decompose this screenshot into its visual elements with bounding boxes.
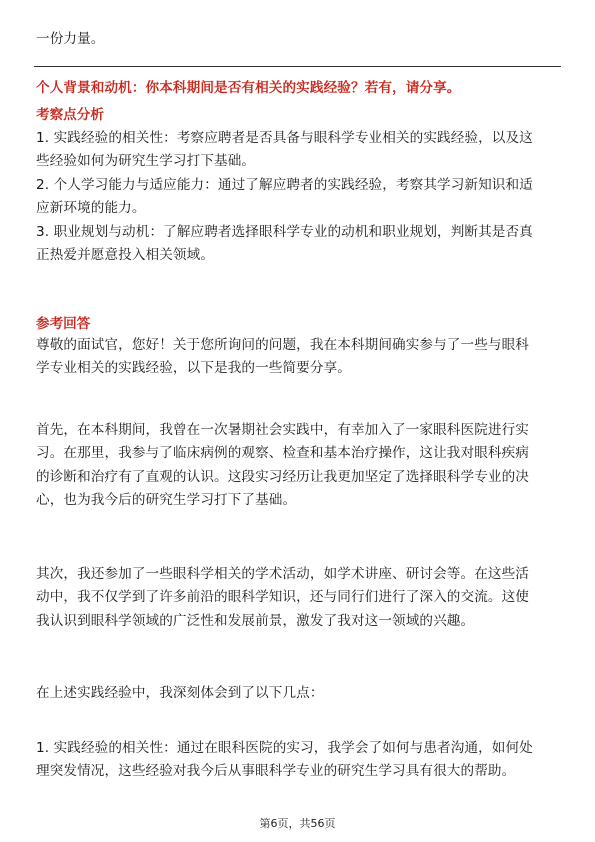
answer-title: 参考回答 (36, 316, 91, 332)
paragraph-line: 心，也为我今后的研究生学习打下了基础。 (36, 492, 297, 509)
analysis-title: 考察点分析 (36, 107, 104, 123)
paragraph-line: 我认识到眼科学领域的广泛性和发展前景，激发了我对这一领域的兴趣。 (36, 612, 475, 629)
answer-paragraph-2 (36, 419, 560, 513)
paragraph-line: 其次，我还参加了一些眼科学相关的学术活动，如学术讲座、研讨会等。在这些活 (36, 566, 529, 582)
analysis-line: 些经验如何为研究生学习打下基础。 (36, 153, 256, 170)
page-number: 第6页，共56页 (259, 817, 336, 830)
analysis-line: 应新环境的能力。 (36, 200, 146, 217)
paragraph-line: 习。在那里，我参与了临床病例的观察、检查和基本治疗操作，这让我对眼科疾病 (36, 445, 529, 462)
paragraph-line: 的诊断和治疗有了直观的认识。这段实习经历让我更加坚定了选择眼科学专业的决 (36, 468, 529, 485)
continued-text (36, 28, 560, 51)
analysis-line: 2. 个人学习能力与适应能力：通过了解应聘者的实践经验，考察其学习新知识和适 (36, 176, 533, 193)
answer-paragraph-4 (36, 682, 560, 705)
continued-line: 一份力量。 (36, 31, 105, 47)
answer-paragraph-1 (36, 334, 560, 381)
paragraph-line: 尊敬的面试官，您好！关于您所询问的问题，我在本科期间确实参与了一些与眼科 (36, 337, 529, 353)
analysis-body (36, 127, 560, 267)
answer-paragraph-5 (36, 737, 560, 784)
paragraph-line: 1. 实践经验的相关性：通过在眼科医院的实习，我学会了如何与患者沟通，如何处 (36, 740, 533, 756)
paragraph-line: 在上述实践经验中，我深刻体会到了以下几点： (36, 685, 324, 701)
paragraph-line: 动中，我不仅学到了许多前沿的眼科学知识，还与同行们进行了深入的交流。这使 (36, 589, 529, 606)
question-heading: 个人背景和动机：你本科期间是否有相关的实践经验？若有，请分享。 (36, 80, 461, 96)
answer-paragraph-3 (36, 563, 560, 633)
section-divider (34, 66, 561, 67)
analysis-line: 1. 实践经验的相关性：考察应聘者是否具备与眼科学专业相关的实践经验，以及这 (36, 130, 533, 146)
analysis-line: 3. 职业规划与动机：了解应聘者选择眼科学专业的动机和职业规划，判断其是否真 (36, 223, 533, 240)
paragraph-line: 理突发情况，这些经验对我今后从事眼科学专业的研究生学习具有很大的帮助。 (36, 763, 516, 780)
paragraph-line: 学专业相关的实践经验，以下是我的一些简要分享。 (36, 360, 351, 377)
analysis-line: 正热爱并愿意投入相关领域。 (36, 247, 215, 264)
paragraph-line: 首先，在本科期间，我曾在一次暑期社会实践中，有幸加入了一家眼科医院进行实 (36, 422, 529, 438)
